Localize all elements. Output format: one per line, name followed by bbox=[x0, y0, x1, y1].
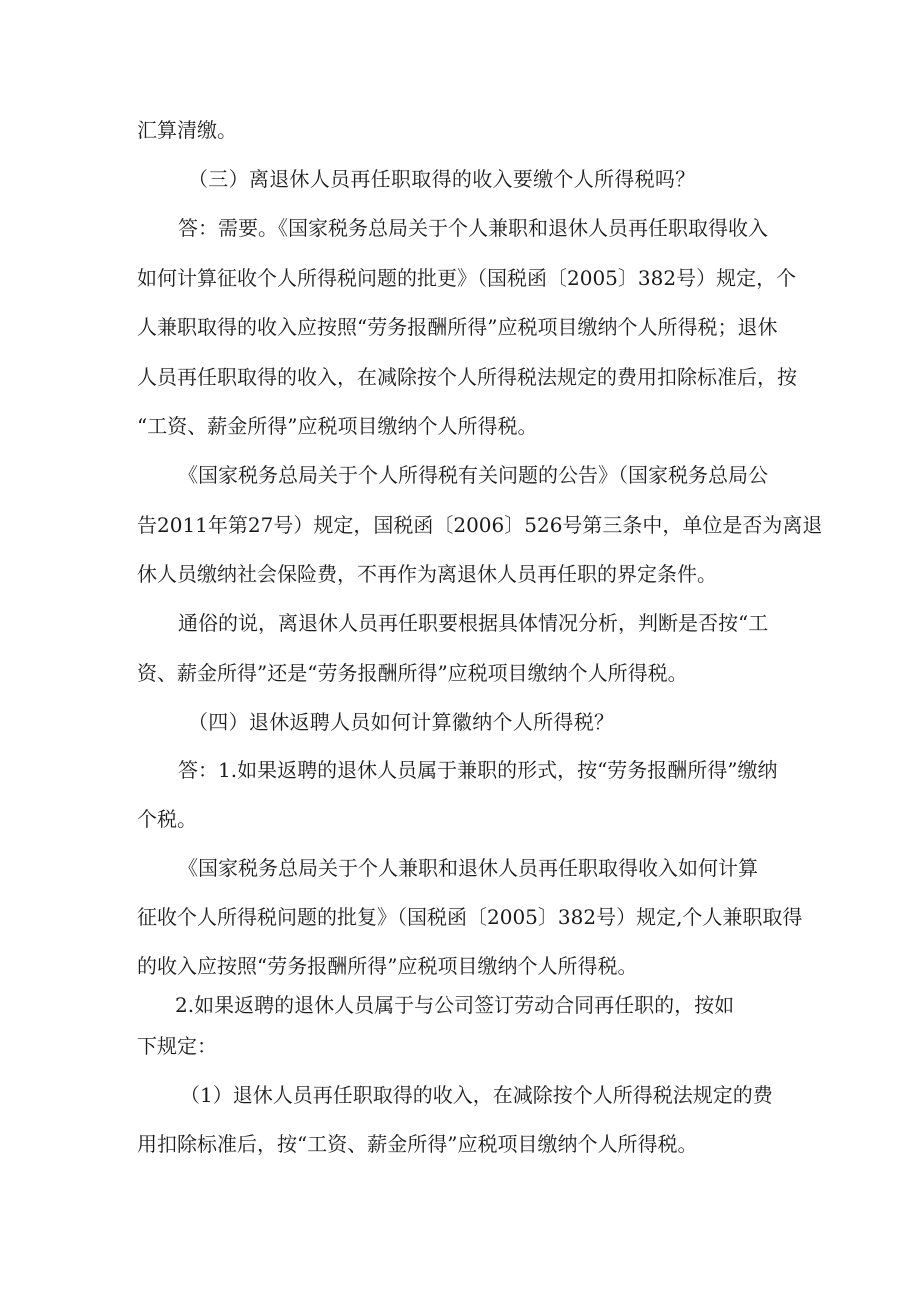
text-line-20: 下规定： bbox=[137, 1034, 217, 1058]
text-line-15: 个税。 bbox=[137, 807, 197, 831]
text-line-10: 休人员缴纳社会保险费，不再作为离退休人员再任职的界定条件。 bbox=[137, 562, 717, 586]
text-line-16: 《国家税务总局关于个人兼职和退休人员再任职取得收入如何计算 bbox=[178, 856, 758, 880]
text-line-21: （1）退休人员再任职取得的收入，在减除按个人所得税法规定的费 bbox=[180, 1083, 773, 1107]
text-line-6: 人员再任职取得的收入，在减除按个人所得税法规定的费用扣除标准后，按 bbox=[137, 365, 797, 389]
text-line-8: 《国家税务总局关于个人所得税有关问题的公告》（国家税务总局公 bbox=[178, 463, 768, 487]
text-line-9: 告2011年第27号）规定，国税函〔2006〕526号第三条中，单位是否为离退 bbox=[137, 513, 823, 537]
text-line-1: 汇算清缴。 bbox=[137, 118, 237, 142]
text-line-12: 资、薪金所得”还是“劳务报酬所得”应税项目缴纳个人所得税。 bbox=[137, 661, 688, 685]
section-heading-4: （四）退休返聘人员如何计算徽纳个人所得税？ bbox=[188, 710, 615, 734]
text-line-4: 如何计算征收个人所得税问题的批更》（国税函〔2005〕382号）规定，个 bbox=[137, 266, 797, 290]
text-line-7: “工资、薪金所得”应税项目缴纳个人所得税。 bbox=[137, 414, 538, 438]
text-line-5: 人兼职取得的收入应按照“劳务报酬所得”应税项目缴纳个人所得税；退休 bbox=[137, 315, 778, 339]
text-line-19: 2.如果返聘的退休人员属于与公司签订劳动合同再任职的，按如 bbox=[175, 993, 735, 1017]
text-line-18: 的收入应按照“劳务报酬所得”应税项目缴纳个人所得税。 bbox=[137, 954, 638, 978]
text-line-22: 用扣除标准后，按“工资、薪金所得”应税项目缴纳个人所得税。 bbox=[137, 1132, 698, 1156]
section-heading-3: （三）离退休人员再任职取得的收入要缴个人所得税吗？ bbox=[188, 167, 696, 191]
text-line-3: 答：需要。《国家税务总局关于个人兼职和退休人员再任职取得收入 bbox=[178, 216, 768, 240]
text-line-17: 征收个人所得税问题的批复》（国税函〔2005〕382号）规定,个人兼职取得 bbox=[137, 905, 803, 929]
text-line-11: 通俗的说，离退休人员再任职要根据具体情况分析，判断是否按“工 bbox=[178, 611, 769, 635]
text-line-14: 答：1.如果返聘的退休人员属于兼职的形式，按“劳务报酬所得”缴纳 bbox=[178, 758, 778, 782]
